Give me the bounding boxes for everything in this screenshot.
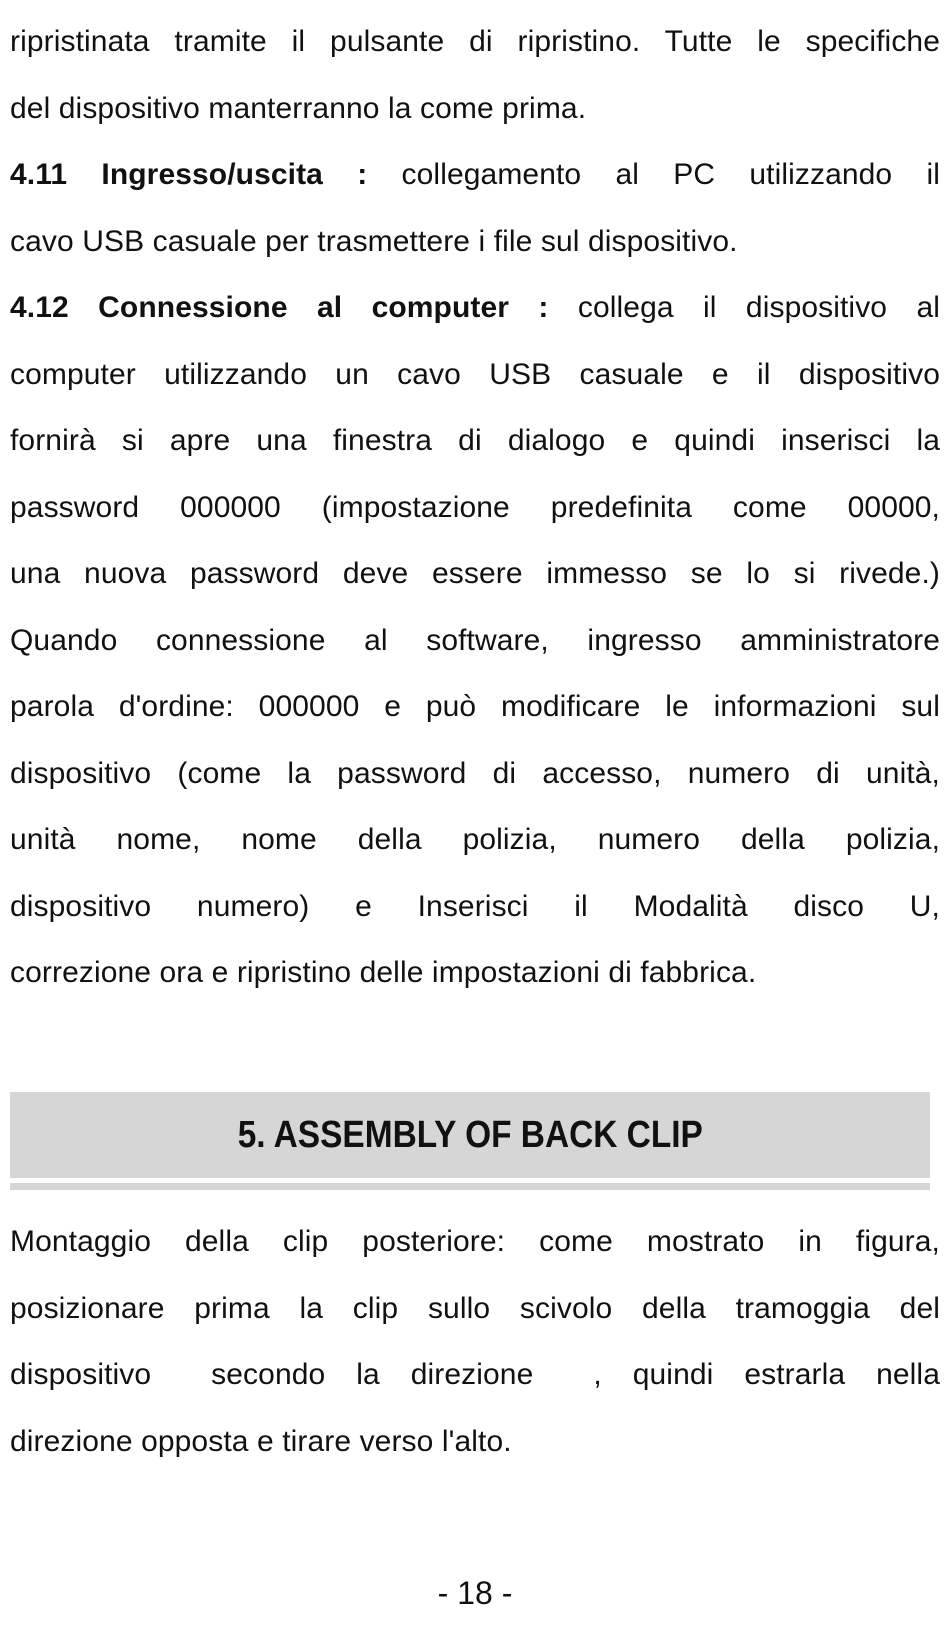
text-line: dispositivo (come la password di accesso, numero di unità, bbox=[10, 756, 940, 790]
top-text-block bbox=[10, 9, 940, 1007]
item-4-12-line bbox=[10, 275, 940, 342]
section-title: 5. ASSEMBLY OF BACK CLIP bbox=[237, 1113, 703, 1156]
text-line: una nuova password deve essere immesso se lo si rivede.) bbox=[10, 557, 940, 590]
item-4-12-text: collega il dispositivo al bbox=[577, 291, 941, 324]
item-4-11-text: collegamento al PC utilizzando il bbox=[401, 158, 940, 191]
item-4-11-heading: 4.11 Ingresso/uscita : bbox=[10, 158, 368, 191]
text-line: Montaggio della clip posteriore: come mostrato in figura, bbox=[10, 1225, 940, 1258]
text-line: parola d'ordine: 000000 e può modificare le informazioni sul bbox=[10, 690, 940, 723]
text-line-with-gaps bbox=[10, 1342, 940, 1409]
text-line: fornirà si apre una finestra di dialogo e quindi inserisci la bbox=[10, 424, 940, 457]
page-number: - 18 - bbox=[437, 1575, 513, 1611]
text-fragment: , quindi estrarla nella bbox=[593, 1358, 940, 1391]
section-divider bbox=[10, 1183, 930, 1190]
text-fragment: dispositivo bbox=[10, 1358, 152, 1391]
item-4-12-heading: 4.12 Connessione al computer : bbox=[10, 291, 549, 324]
text-line: computer utilizzando un cavo USB casuale e il dispositivo bbox=[10, 357, 940, 391]
section-header bbox=[10, 1092, 930, 1178]
item-4-11-line bbox=[10, 142, 940, 209]
text-line: Quando connessione al software, ingresso amministratore bbox=[10, 623, 940, 657]
text-line: unità nome, nome della polizia, numero della polizia, bbox=[10, 823, 940, 856]
text-line: password 000000 (impostazione predefinita come 00000, bbox=[10, 490, 940, 524]
text-line: ripristinata tramite il pulsante di ripristino. Tutte le specifiche bbox=[10, 25, 940, 58]
text-line: correzione ora e ripristino delle impostazioni di fabbrica. bbox=[10, 956, 757, 989]
section5-text-block bbox=[10, 1209, 940, 1475]
text-line: del dispositivo manterranno la come prima. bbox=[10, 91, 587, 125]
text-fragment: secondo la direzione bbox=[211, 1358, 534, 1391]
text-line: cavo USB casuale per trasmettere i file sul dispositivo. bbox=[10, 224, 738, 258]
text-line: posizionare prima la clip sullo scivolo della tramoggia del bbox=[10, 1291, 940, 1325]
text-line: direzione opposta e tirare verso l'alto. bbox=[10, 1424, 512, 1458]
text-line: dispositivo numero) e Inserisci il Modalità disco U, bbox=[10, 889, 940, 923]
